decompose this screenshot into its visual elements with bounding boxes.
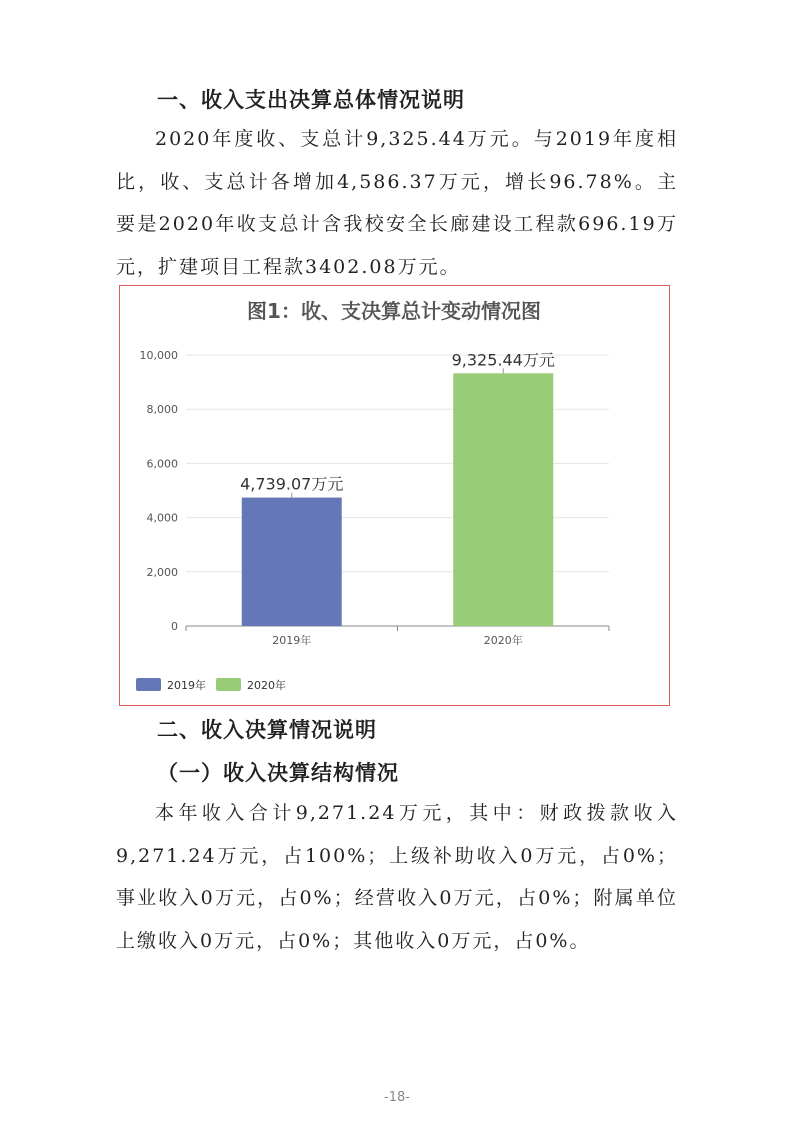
y-tick-label: 2,000 bbox=[146, 565, 178, 579]
section1-heading: 一、收入支出决算总体情况说明 bbox=[157, 88, 465, 112]
legend-swatch bbox=[136, 678, 161, 691]
legend-label: 2020年 bbox=[247, 679, 286, 692]
legend-swatch bbox=[216, 678, 241, 691]
legend-label: 2019年 bbox=[167, 679, 206, 692]
x-tick-label: 2020年 bbox=[483, 634, 523, 647]
y-tick-label: 8,000 bbox=[146, 403, 178, 417]
y-tick-label: 0 bbox=[171, 620, 178, 633]
y-tick-label: 6,000 bbox=[146, 457, 178, 471]
y-tick-label: 4,000 bbox=[146, 511, 178, 525]
page-number: -18- bbox=[384, 1090, 410, 1105]
chart-container bbox=[119, 285, 670, 706]
chart-title: 图1：收、支决算总计变动情况图 bbox=[247, 299, 541, 323]
bar bbox=[453, 373, 553, 626]
y-tick-label: 10,000 bbox=[139, 349, 178, 362]
bar-data-label: 4,739.07万元 bbox=[240, 474, 344, 494]
bar-chart bbox=[120, 286, 669, 705]
section2-paragraph: 本年收入合计9,271.24万元，其中：财政拨款收入9,271.24万元，占100%；上级补助收入0万元，占0%；事业收入0万元，占0%；经营收入0万元，占0%；附属单位上缴收入0万元，占0%；其他收入0万元，占0%。 bbox=[116, 802, 678, 953]
section1-paragraph: 2020年度收、支总计9,325.44万元。与2019年度相比，收、支总计各增加4,586.37万元，增长96.78%。主要是2020年收支总计含我校安全长廊建设工程款696.19万元，扩建项目工程款3402.08万元。 bbox=[116, 128, 678, 279]
bar-data-label: 9,325.44万元 bbox=[451, 350, 555, 370]
x-tick-label: 2019年 bbox=[272, 634, 312, 647]
section2-heading: 二、收入决算情况说明 bbox=[157, 718, 377, 742]
section2-subheading: （一）收入决算结构情况 bbox=[157, 761, 399, 785]
bar bbox=[242, 498, 342, 626]
